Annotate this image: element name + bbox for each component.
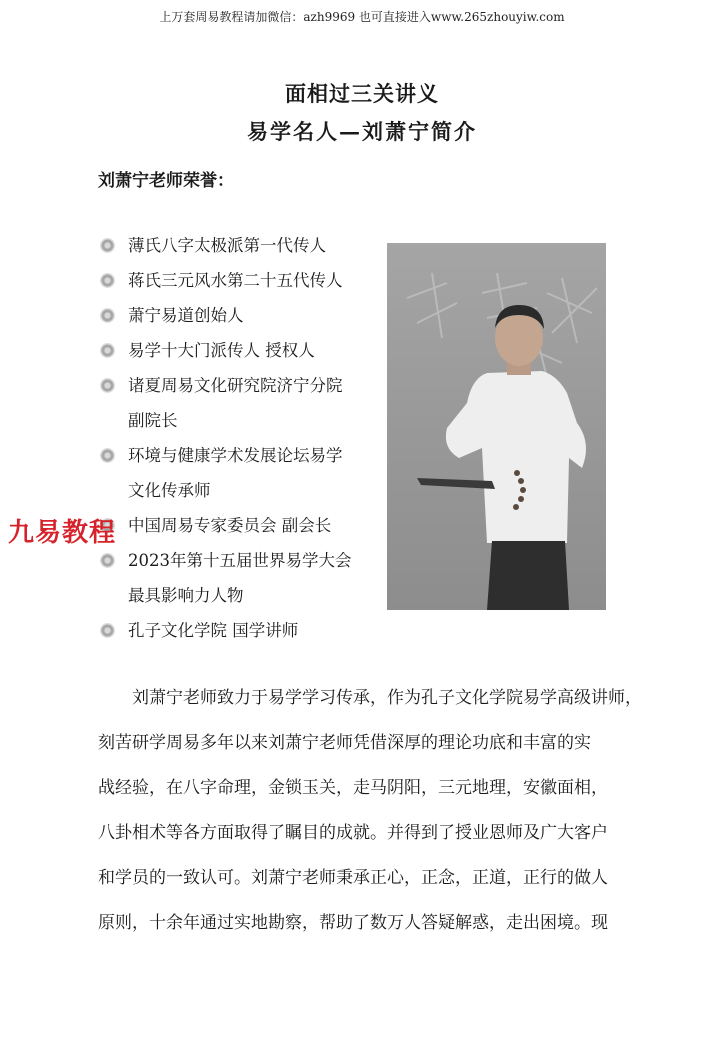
honor-item — [98, 263, 388, 298]
honor-text: 最具影响力人物 — [128, 586, 244, 605]
honor-text: 2023年第十五届世界易学大会 — [128, 551, 352, 570]
honor-text: 中国周易专家委员会 副会长 — [128, 516, 332, 535]
honor-text: 蒋氏三元风水第二十五代传人 — [128, 271, 343, 290]
honor-text: 文化传承师 — [128, 481, 211, 500]
paragraph-line: 原则，十余年通过实地勘察，帮助了数万人答疑解惑，走出困境。现 — [98, 913, 608, 933]
flower-bullet-icon — [100, 448, 115, 463]
honor-item — [98, 228, 388, 263]
honor-text: 易学十大门派传人 授权人 — [128, 341, 315, 360]
flower-bullet-icon — [100, 273, 115, 288]
honors-heading: 刘萧宁老师荣誉： — [98, 171, 234, 191]
flower-bullet-icon — [100, 238, 115, 253]
honor-text: 环境与健康学术发展论坛易学 — [128, 446, 343, 465]
flower-bullet-icon — [100, 553, 115, 568]
honor-item — [98, 438, 388, 508]
flower-bullet-icon — [100, 343, 115, 358]
watermark-logo: 九易教程 — [8, 518, 117, 548]
paragraph-line: 刻苦研学周易多年以来刘萧宁老师凭借深厚的理论功底和丰富的实 — [98, 733, 591, 753]
honor-item — [98, 298, 388, 333]
honor-text: 孔子文化学院 国学讲师 — [128, 621, 299, 640]
portrait-photo — [387, 243, 606, 610]
honor-item — [98, 368, 388, 438]
honor-text: 诸夏周易文化研究院济宁分院 — [128, 376, 343, 395]
honor-item — [98, 333, 388, 368]
honor-item — [98, 613, 388, 648]
document-title: 面相过三关讲义 — [285, 81, 439, 106]
flower-bullet-icon — [100, 308, 115, 323]
honor-text: 副院长 — [128, 411, 178, 430]
header-notice: 上万套周易教程请加微信：azh9969 也可直接进入www.265zhouyiw.com — [159, 10, 565, 24]
paragraph-line: 八卦相术等各方面取得了瞩目的成就。并得到了授业恩师及广大客户 — [98, 823, 608, 843]
honor-text: 萧宁易道创始人 — [128, 306, 244, 325]
flower-bullet-icon — [100, 378, 115, 393]
portrait-photo-icon — [387, 243, 606, 610]
honors-list — [98, 228, 388, 648]
paragraph-line: 战经验，在八字命理，金锁玉关，走马阴阳，三元地理，安徽面相， — [98, 778, 608, 798]
paragraph-line: 和学员的一致认可。刘萧宁老师秉承正心，正念，正道，正行的做人 — [98, 868, 608, 888]
paragraph-line: 刘萧宁老师致力于易学学习传承，作为孔子文化学院易学高级讲师， — [98, 688, 642, 708]
honor-item — [98, 543, 388, 613]
document-subtitle: 易学名人—刘萧宁简介 — [247, 119, 477, 144]
intro-paragraph — [98, 676, 642, 946]
flower-bullet-icon — [100, 623, 115, 638]
honor-text: 薄氏八字太极派第一代传人 — [128, 236, 326, 255]
honor-item — [98, 508, 388, 543]
